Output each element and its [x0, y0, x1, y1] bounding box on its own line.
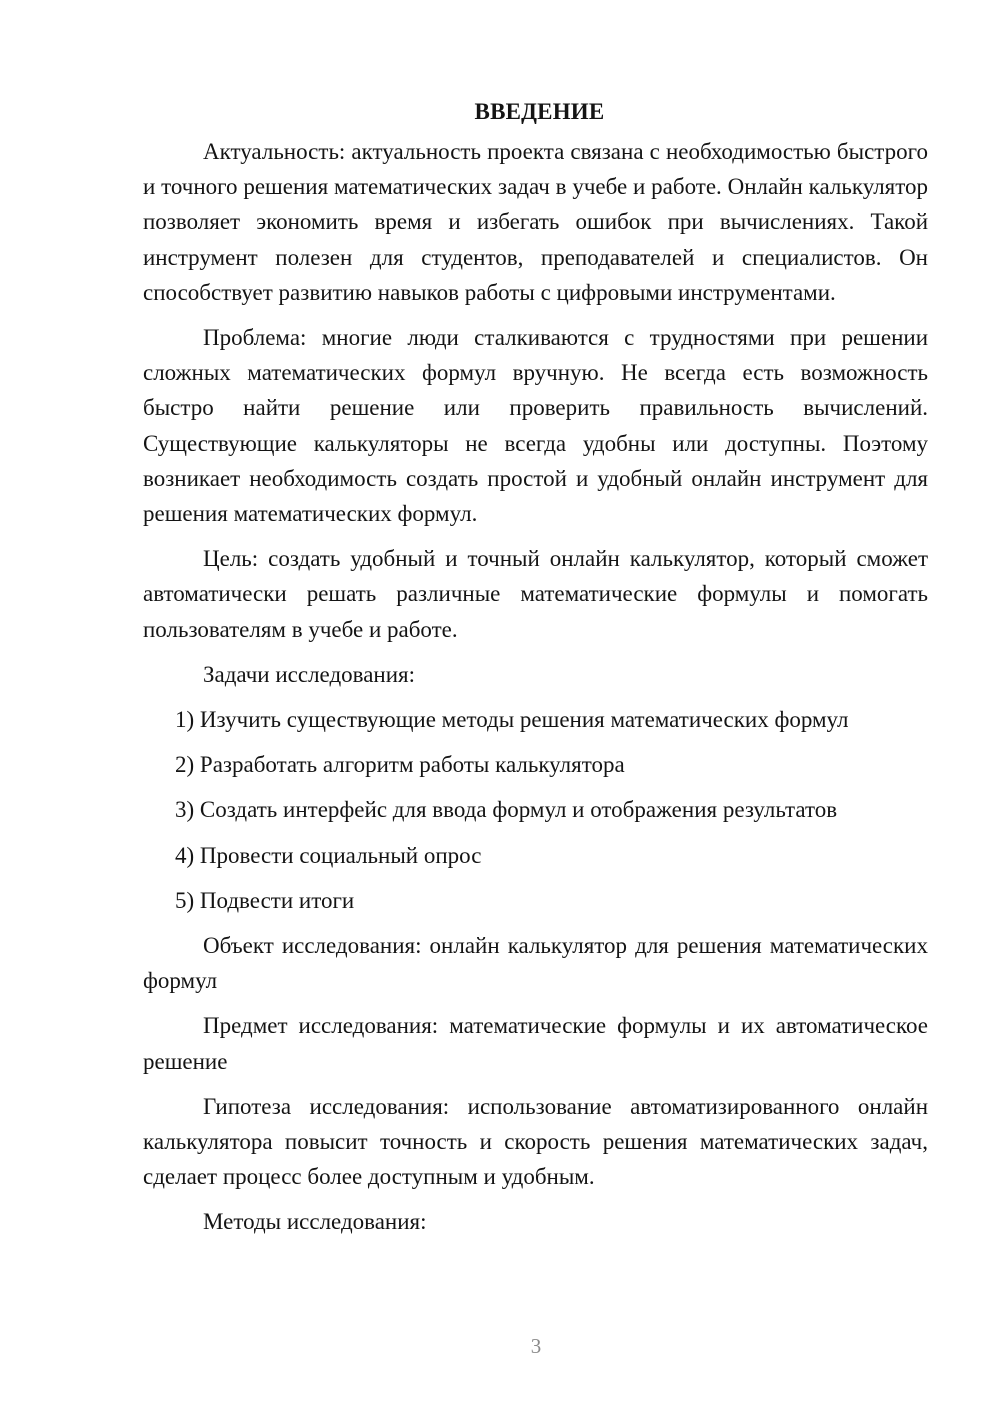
- paragraph-problem: Проблема: многие люди сталкиваются с трудностями при решении сложных математических формул вручную. Не всегда есть возможность быстро найти решение или проверить правильность вычислений. Существующие калькуляторы не всегда удобны или доступны. Поэтому возникает необходимость создать простой и удобный онлайн инструмент для решения математических формул.: [143, 325, 928, 527]
- methods-heading: Методы исследования:: [203, 1209, 427, 1235]
- page-number: 3: [530, 1334, 542, 1358]
- list-item: 3) Создать интерфейс для ввода формул и отображения результатов: [175, 797, 838, 823]
- paragraph-goal: Цель: создать удобный и точный онлайн калькулятор, который сможет автоматически решать различные математические формулы и помогать пользователям в учебе и работе.: [143, 546, 928, 642]
- list-item: 1) Изучить существующие методы решения математических формул: [175, 707, 849, 733]
- list-item: 4) Провести социальный опрос: [175, 842, 482, 868]
- tasks-list: [143, 702, 928, 918]
- paragraph-object: Объект исследования: онлайн калькулятор для решения математических формул: [143, 933, 928, 994]
- list-item: 5) Подвести итоги: [175, 887, 355, 913]
- list-item: 2) Разработать алгоритм работы калькулятора: [175, 752, 625, 778]
- paragraph-subject: Предмет исследования: математические формулы и их автоматическое решение: [143, 1013, 928, 1074]
- section-title: ВВЕДЕНИЕ: [474, 99, 605, 124]
- paragraph-relevance: Актуальность: актуальность проекта связана с необходимостью быстрого и точного решения математических задач в учебе и работе. Онлайн калькулятор позволяет экономить время и избегать ошибок при вычислениях. Такой инструмент полезен для студентов, преподавателей и специалистов. Он способствует развитию навыков работы с цифровыми инструментами.: [143, 139, 928, 305]
- tasks-heading: Задачи исследования:: [203, 661, 416, 687]
- page-content: [143, 94, 928, 1250]
- paragraph-hypothesis: Гипотеза исследования: использование автоматизированного онлайн калькулятора повысит точность и скорость решения математических задач, сделает процесс более доступным и удобным.: [143, 1093, 928, 1190]
